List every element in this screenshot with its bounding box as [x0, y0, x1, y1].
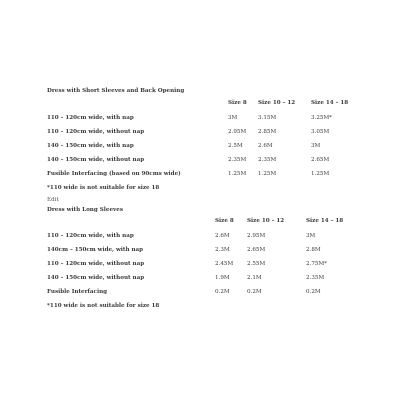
section1-row-label: 140 – 150cm wide, without nap: [47, 157, 145, 163]
section1-cell: 2.35M: [228, 157, 247, 163]
section2-cell: 2.75M*: [306, 261, 327, 267]
section2-cell: 2.1M: [247, 275, 262, 281]
section2-cell: 0.2M: [306, 289, 321, 295]
section2-row-label: 140cm – 150cm wide, with nap: [47, 247, 144, 253]
section2-cell: 2.35M: [306, 275, 325, 281]
section1-cell: 2.65M: [311, 157, 330, 163]
section1-cell: 2.6M: [258, 143, 273, 149]
section1-row-label: 110 – 120cm wide, without nap: [47, 129, 145, 135]
section2-footnote: *110 wide is not suitable for size 18: [47, 303, 160, 309]
section1-title: Dress with Short Sleeves and Back Opening: [47, 88, 185, 94]
section2-cell: 2.55M: [247, 261, 266, 267]
section2-cell: 2.45M: [215, 261, 234, 267]
section2-title: Dress with Long Sleeves: [47, 207, 123, 213]
section1-cell: 2.5M: [228, 143, 243, 149]
section1-cell: 2.85M: [258, 129, 277, 135]
section1-cell: 1.25M: [228, 171, 247, 177]
section2-cell: 0.2M: [215, 289, 230, 295]
section1-header-size14-18: Size 14 – 18: [311, 100, 349, 106]
section2-header-size14-18: Size 14 – 18: [306, 218, 344, 224]
section2-cell: 2.6M: [215, 233, 230, 239]
section2-header-size8: Size 8: [215, 218, 234, 224]
section1-cell: 3M: [311, 143, 321, 149]
section1-row-label: Fusible Interfacing (based on 90cms wide): [47, 171, 181, 177]
section1-footnote: *110 wide is not suitable for size 18: [47, 185, 160, 191]
section1-row-label: 110 – 120cm wide, with nap: [47, 115, 134, 121]
section2-cell: 2.65M: [247, 247, 266, 253]
section2-cell: 2.3M: [215, 247, 230, 253]
section1-cell: 3.05M: [311, 129, 330, 135]
section1-header-size10-12: Size 10 – 12: [258, 100, 296, 106]
edit-link[interactable]: Edit: [47, 197, 59, 203]
section2-cell: 2.8M: [306, 247, 321, 253]
section1-row-label: 140 – 150cm wide, with nap: [47, 143, 134, 149]
section2-row-label: 110 – 120cm wide, without nap: [47, 261, 145, 267]
section1-cell: 1.25M: [311, 171, 330, 177]
section1-cell: 2.35M: [258, 157, 277, 163]
section1-cell: 3M: [228, 115, 238, 121]
section2-row-label: Fusible Interfacing: [47, 289, 108, 295]
section2-header-size10-12: Size 10 – 12: [247, 218, 285, 224]
section2-cell: 3M: [306, 233, 316, 239]
section2-cell: 2.95M: [247, 233, 266, 239]
section2-cell: 0.2M: [247, 289, 262, 295]
section1-cell: 3.25M*: [311, 115, 332, 121]
section1-cell: 1.25M: [258, 171, 277, 177]
section2-row-label: 110 – 120cm wide, with nap: [47, 233, 134, 239]
section1-header-size8: Size 8: [228, 100, 247, 106]
section1-cell: 2.95M: [228, 129, 247, 135]
section2-cell: 1.9M: [215, 275, 230, 281]
section1-cell: 3.15M: [258, 115, 277, 121]
section2-row-label: 140 – 150cm wide, without nap: [47, 275, 145, 281]
